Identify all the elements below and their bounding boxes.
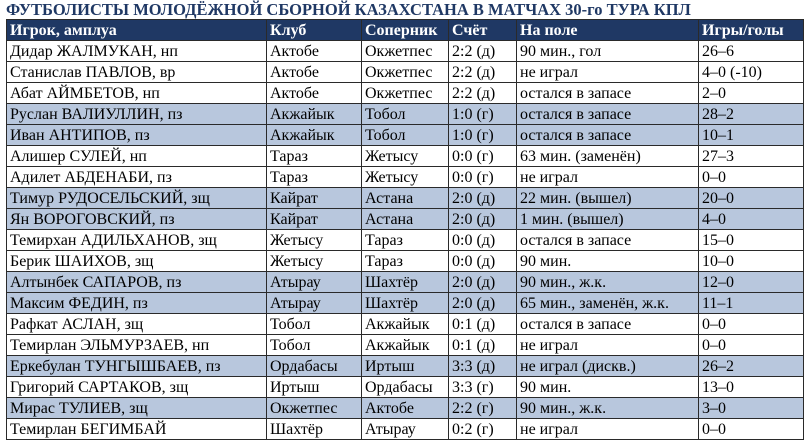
cell-field: не играл (517, 167, 699, 188)
cell-stats: 4–0 (-10) (699, 62, 804, 83)
cell-club: Ордабасы (267, 356, 362, 377)
cell-score: 0:1 (д) (449, 335, 517, 356)
table-row (7, 356, 804, 377)
cell-player: Темирлан ЭЛЬМУРЗАЕВ, нп (7, 335, 267, 356)
cell-player: Темирхан АДИЛЬХАНОВ, зщ (7, 230, 267, 251)
cell-opponent: Актобе (362, 398, 449, 419)
cell-opponent: Жетысу (362, 167, 449, 188)
table-row (7, 167, 804, 188)
cell-field: остался в запасе (517, 230, 699, 251)
cell-opponent: Тараз (362, 251, 449, 272)
cell-opponent: Окжетпес (362, 41, 449, 62)
table-row (7, 230, 804, 251)
cell-opponent: Акжайык (362, 314, 449, 335)
table-row (7, 83, 804, 104)
cell-club: Кайрат (267, 188, 362, 209)
cell-player: Абат АЙМБЕТОВ, нп (7, 83, 267, 104)
cell-opponent: Жетысу (362, 146, 449, 167)
cell-field: остался в запасе (517, 83, 699, 104)
cell-club: Тараз (267, 167, 362, 188)
cell-player: Еркебулан ТУНГЫШБАЕВ, пз (7, 356, 267, 377)
cell-player: Григорий САРТАКОВ, зщ (7, 377, 267, 398)
cell-score: 2:0 (д) (449, 188, 517, 209)
cell-stats: 27–3 (699, 146, 804, 167)
cell-score: 2:2 (д) (449, 41, 517, 62)
table-row (7, 41, 804, 62)
cell-score: 2:0 (д) (449, 209, 517, 230)
header-opponent: Соперник (362, 20, 449, 41)
cell-player: Рафкат АСЛАН, зщ (7, 314, 267, 335)
cell-player: Руслан ВАЛИУЛЛИН, пз (7, 104, 267, 125)
cell-score: 2:2 (д) (449, 83, 517, 104)
table-row (7, 398, 804, 419)
cell-club: Актобе (267, 41, 362, 62)
cell-club: Кайрат (267, 209, 362, 230)
cell-club: Актобе (267, 62, 362, 83)
table-row (7, 272, 804, 293)
cell-player: Темирлан БЕГИМБАЙ (7, 419, 267, 440)
cell-stats: 0–0 (699, 419, 804, 440)
header-player: Игрок, амплуа (7, 20, 267, 41)
cell-field: 63 мин. (заменён) (517, 146, 699, 167)
cell-opponent: Астана (362, 209, 449, 230)
cell-score: 0:1 (д) (449, 314, 517, 335)
cell-stats: 26–6 (699, 41, 804, 62)
cell-stats: 10–0 (699, 251, 804, 272)
cell-field: 65 мин., заменён, ж.к. (517, 293, 699, 314)
cell-stats: 12–0 (699, 272, 804, 293)
table-row (7, 125, 804, 146)
cell-field: 90 мин., ж.к. (517, 398, 699, 419)
cell-club: Тобол (267, 314, 362, 335)
cell-field: 1 мин. (вышел) (517, 209, 699, 230)
cell-stats: 2–0 (699, 83, 804, 104)
players-table (6, 19, 804, 440)
cell-club: Атырау (267, 272, 362, 293)
table-row (7, 188, 804, 209)
cell-score: 2:0 (д) (449, 272, 517, 293)
cell-field: не играл (517, 335, 699, 356)
cell-stats: 28–2 (699, 104, 804, 125)
cell-stats: 3–0 (699, 398, 804, 419)
cell-player: Мирас ТУЛИЕВ, зщ (7, 398, 267, 419)
cell-club: Акжайык (267, 104, 362, 125)
cell-club: Жетысу (267, 251, 362, 272)
cell-player: Станислав ПАВЛОВ, вр (7, 62, 267, 83)
cell-club: Жетысу (267, 230, 362, 251)
cell-field: не играл (517, 419, 699, 440)
page-title: ФУТБОЛИСТЫ МОЛОДЁЖНОЙ СБОРНОЙ КАЗАХСТАНА В МАТЧАХ 30-го ТУРА КПЛ (6, 0, 691, 19)
cell-club: Тобол (267, 335, 362, 356)
cell-player: Алишер СУЛЕЙ, нп (7, 146, 267, 167)
cell-score: 0:0 (г) (449, 167, 517, 188)
cell-score: 3:3 (д) (449, 356, 517, 377)
cell-field: 90 мин. (517, 251, 699, 272)
cell-club: Окжетпес (267, 398, 362, 419)
cell-stats: 0–0 (699, 167, 804, 188)
cell-score: 2:2 (г) (449, 398, 517, 419)
cell-club: Атырау (267, 293, 362, 314)
cell-field: остался в запасе (517, 125, 699, 146)
cell-score: 0:2 (г) (449, 419, 517, 440)
cell-opponent: Тобол (362, 125, 449, 146)
cell-field: не играл (дискв.) (517, 356, 699, 377)
cell-score: 3:3 (г) (449, 377, 517, 398)
cell-field: не играл (517, 62, 699, 83)
table-body (7, 41, 804, 440)
cell-opponent: Иртыш (362, 356, 449, 377)
cell-player: Берик ШАИХОВ, зщ (7, 251, 267, 272)
cell-score: 0:0 (д) (449, 230, 517, 251)
cell-stats: 10–1 (699, 125, 804, 146)
cell-player: Дидар ЖАЛМУКАН, нп (7, 41, 267, 62)
header-stats: Игры/голы (699, 20, 804, 41)
cell-player: Алтынбек САПАРОВ, пз (7, 272, 267, 293)
cell-score: 2:0 (д) (449, 293, 517, 314)
cell-opponent: Шахтёр (362, 272, 449, 293)
cell-stats: 26–2 (699, 356, 804, 377)
cell-stats: 0–0 (699, 335, 804, 356)
table-row (7, 419, 804, 440)
table-row (7, 104, 804, 125)
cell-stats: 4–0 (699, 209, 804, 230)
header-score: Счёт (449, 20, 517, 41)
header-field: На поле (517, 20, 699, 41)
table-header-row (7, 20, 804, 41)
table-row (7, 335, 804, 356)
cell-player: Ян ВОРОГОВСКИЙ, пз (7, 209, 267, 230)
cell-score: 2:2 (д) (449, 62, 517, 83)
cell-club: Иртыш (267, 377, 362, 398)
cell-field: 90 мин. (517, 377, 699, 398)
cell-player: Максим ФЕДИН, пз (7, 293, 267, 314)
cell-club: Акжайык (267, 125, 362, 146)
table-row (7, 251, 804, 272)
cell-opponent: Ордабасы (362, 377, 449, 398)
cell-opponent: Атырау (362, 419, 449, 440)
cell-score: 0:0 (г) (449, 146, 517, 167)
cell-stats: 20–0 (699, 188, 804, 209)
cell-opponent: Тараз (362, 230, 449, 251)
cell-opponent: Тобол (362, 104, 449, 125)
table-row (7, 62, 804, 83)
cell-field: остался в запасе (517, 314, 699, 335)
cell-opponent: Окжетпес (362, 83, 449, 104)
table-row (7, 293, 804, 314)
cell-score: 1:0 (г) (449, 104, 517, 125)
cell-stats: 13–0 (699, 377, 804, 398)
cell-stats: 11–1 (699, 293, 804, 314)
cell-opponent: Астана (362, 188, 449, 209)
cell-opponent: Окжетпес (362, 62, 449, 83)
cell-field: 90 мин., гол (517, 41, 699, 62)
cell-player: Адилет АБДЕНАБИ, пз (7, 167, 267, 188)
cell-field: 22 мин. (вышел) (517, 188, 699, 209)
table-row (7, 314, 804, 335)
cell-club: Шахтёр (267, 419, 362, 440)
cell-stats: 0–0 (699, 314, 804, 335)
cell-player: Иван АНТИПОВ, пз (7, 125, 267, 146)
cell-opponent: Шахтёр (362, 293, 449, 314)
cell-score: 0:0 (д) (449, 251, 517, 272)
cell-field: 90 мин., ж.к. (517, 272, 699, 293)
cell-club: Тараз (267, 146, 362, 167)
cell-field: остался в запасе (517, 104, 699, 125)
table-row (7, 377, 804, 398)
cell-opponent: Акжайык (362, 335, 449, 356)
cell-player: Тимур РУДОСЕЛЬСКИЙ, зщ (7, 188, 267, 209)
cell-score: 1:0 (г) (449, 125, 517, 146)
header-club: Клуб (267, 20, 362, 41)
table-row (7, 146, 804, 167)
cell-club: Актобе (267, 83, 362, 104)
table-row (7, 209, 804, 230)
cell-stats: 15–0 (699, 230, 804, 251)
